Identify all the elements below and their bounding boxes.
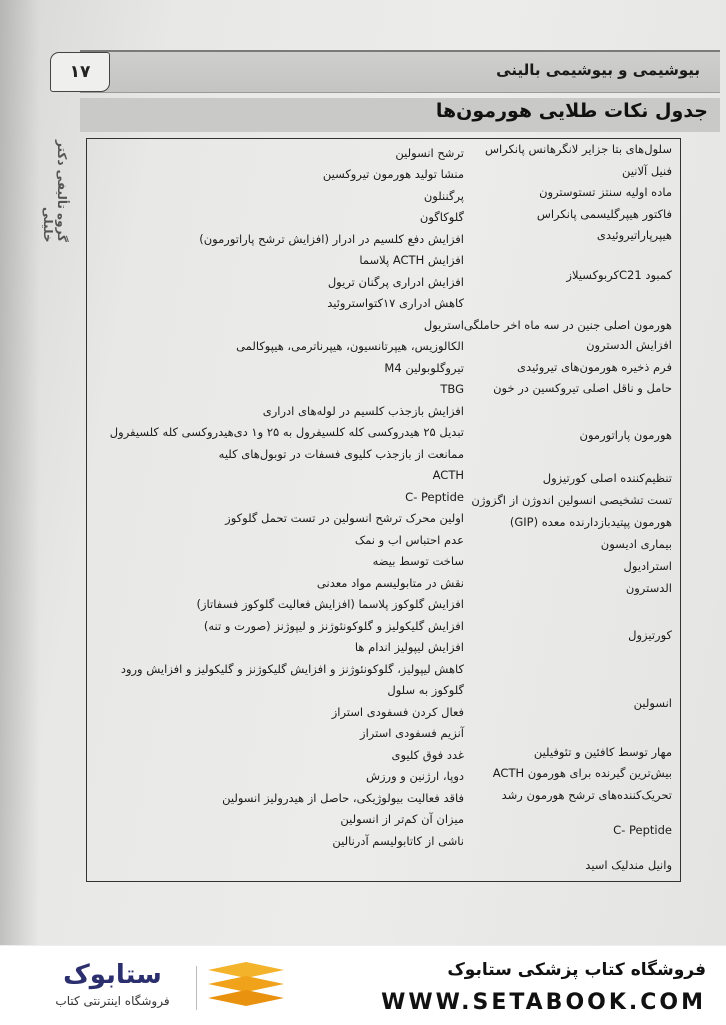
table-cell: هورمون اصلی جنین در سه ماه اخر حاملگی xyxy=(463,318,672,332)
table-cell: سلول‌های بتا جزایر لانگرهانس پانکراس xyxy=(484,142,672,156)
table-cell: تنظیم‌کننده اصلی کورتیزول xyxy=(542,471,672,485)
table-title: جدول نکات طلایی هورمون‌ها xyxy=(435,100,708,122)
running-title: بیوشیمی و بیوشیمی بالینی xyxy=(496,61,700,79)
table-cell: پرگننلون xyxy=(423,189,464,203)
table-cell: تحریک‌کننده‌های ترشح هورمون رشد xyxy=(501,788,672,802)
table-cell: آنزیم فسفودی استراز xyxy=(360,726,464,740)
side-label: گروه تألیفی دکتر خلیلی xyxy=(41,139,69,242)
table-cell: نقش در متابولیسم مواد معدنی xyxy=(316,576,464,590)
table-cell: افزایش گلیکولیز و گلوکونئوژنز و لیپوژنز (صورت و تنه) xyxy=(203,619,464,633)
store-url[interactable]: WWW.SETABOOK.COM xyxy=(381,990,706,1015)
table-cell: تبدیل ۲۵ هیدروکسی کله کلسیفرول به ۲۵ و۱ دی‌هیدروکسی کله کلسیفرول xyxy=(109,425,464,439)
store-logo-icon xyxy=(206,962,286,1012)
table-cell: انسولین xyxy=(633,696,672,710)
table-cell: منشا تولید هورمون تیروکسین xyxy=(322,167,464,181)
table-cell: هورمون پپتیدبازدارنده معده (GIP) xyxy=(509,515,672,529)
spine-shadow xyxy=(0,0,40,945)
table-cell: C- Peptide xyxy=(405,490,464,504)
table-cell: کاهش ادراری ۱۷کتواستروئید xyxy=(327,296,464,310)
table-cell: بیماری ادیسون xyxy=(600,537,672,551)
running-header xyxy=(80,50,720,93)
table-cell: TBG xyxy=(440,382,464,396)
table-cell: وانیل مندلیک اسید xyxy=(585,858,672,872)
table-cell: ترشح انسولین xyxy=(395,146,464,160)
table-cell: ماده اولیه سنتز تستوسترون xyxy=(539,185,672,199)
table-cell: افزایش دفع کلسیم در ادرار (افزایش ترشح پاراتورمون) xyxy=(199,232,464,246)
table-cell: هیپرپاراتیروئیدی xyxy=(596,228,672,242)
table-cell: مهار توسط کافئین و تئوفیلین xyxy=(533,745,672,759)
table-cell: فرم ذخیره هورمون‌های تیروئیدی xyxy=(517,360,672,374)
table-cell: افزایش لیپولیز اندام ها xyxy=(354,640,464,654)
logo-wordmark: ستابوک xyxy=(63,960,162,990)
table-cell: بیش‌ترین گیرنده برای هورمون ACTH xyxy=(492,766,672,780)
table-cell: استرادیول xyxy=(623,559,672,573)
table-cell: حامل و ناقل اصلی تیروکسین در خون xyxy=(493,381,672,395)
table-cell: میزان آن کم‌تر از انسولین xyxy=(340,812,464,826)
table-cell: دوپا، ارژنین و ورزش xyxy=(365,769,464,783)
table-cell: غدد فوق کلیوی xyxy=(391,748,464,762)
table-cell: استریول xyxy=(423,318,464,332)
logo-divider xyxy=(196,966,197,1010)
table-cell: فنیل آلانین xyxy=(622,164,672,178)
table-cell: فاقد فعالیت بیولوژیکی، حاصل از هیدرولیز انسولین xyxy=(222,791,464,805)
table-cell: ممانعت از بازجذب کلیوی فسفات در توبول‌های کلیه xyxy=(218,447,464,461)
table-cell: افزایش ACTH پلاسما xyxy=(359,253,464,267)
store-name: فروشگاه کتاب پزشکی ستابوک xyxy=(447,960,706,980)
table-cell: اولین محرک ترشح انسولین در تست تحمل گلوکوز xyxy=(225,511,464,525)
table-cell: فاکتور هیپرگلیسمی پانکراس xyxy=(536,207,672,221)
table-cell: ACTH xyxy=(432,468,464,482)
table-cell: افزایش گلوکوز پلاسما (افزایش فعالیت گلوکوز فسفاتاز) xyxy=(196,597,464,611)
table-cell: ساخت توسط بیضه xyxy=(372,554,464,568)
table-cell: افزایش الدسترون xyxy=(586,338,672,352)
table-title-band xyxy=(80,98,720,132)
table-cell: ناشی از کاتابولیسم آدرنالین xyxy=(332,834,464,848)
table-cell: کاهش لیپولیز، گلوکونئوژنز و افزایش گلیکوژنز و گلیکولیز و افزایش ورود xyxy=(120,662,464,676)
table-cell: الکالوزیس، هیپرتانسیون، هیپرناترمی، هیپوکالمی xyxy=(236,339,464,353)
table-cell: افزایش بازجذب کلسیم در لوله‌های ادراری xyxy=(262,404,464,418)
logo-subtitle: فروشگاه اینترنتی کتاب xyxy=(55,994,170,1008)
table-cell: افزایش ادراری پرگنان تریول xyxy=(327,275,464,289)
table-cell: فعال کردن فسفودی استراز xyxy=(331,705,464,719)
table-cell: C- Peptide xyxy=(613,823,672,837)
table-cell: گلوکاگون xyxy=(419,210,464,224)
table-cell: کورتیزول xyxy=(628,628,672,642)
table-cell: تست تشخیصی انسولین اندوژن از اگزوژن xyxy=(471,493,672,507)
page-number: ۱۷ xyxy=(50,52,110,92)
table-cell: هورمون پاراتورمون xyxy=(579,428,672,442)
table-cell: الدسترون xyxy=(625,581,672,595)
table-cell: کمبود C21کربوکسیلاز xyxy=(566,268,672,282)
table-cell: تیروگلوبولین M4 xyxy=(384,361,464,375)
table-cell: گلوکوز به سلول xyxy=(387,683,464,697)
table-cell: عدم احتباس اب و نمک xyxy=(354,533,464,547)
